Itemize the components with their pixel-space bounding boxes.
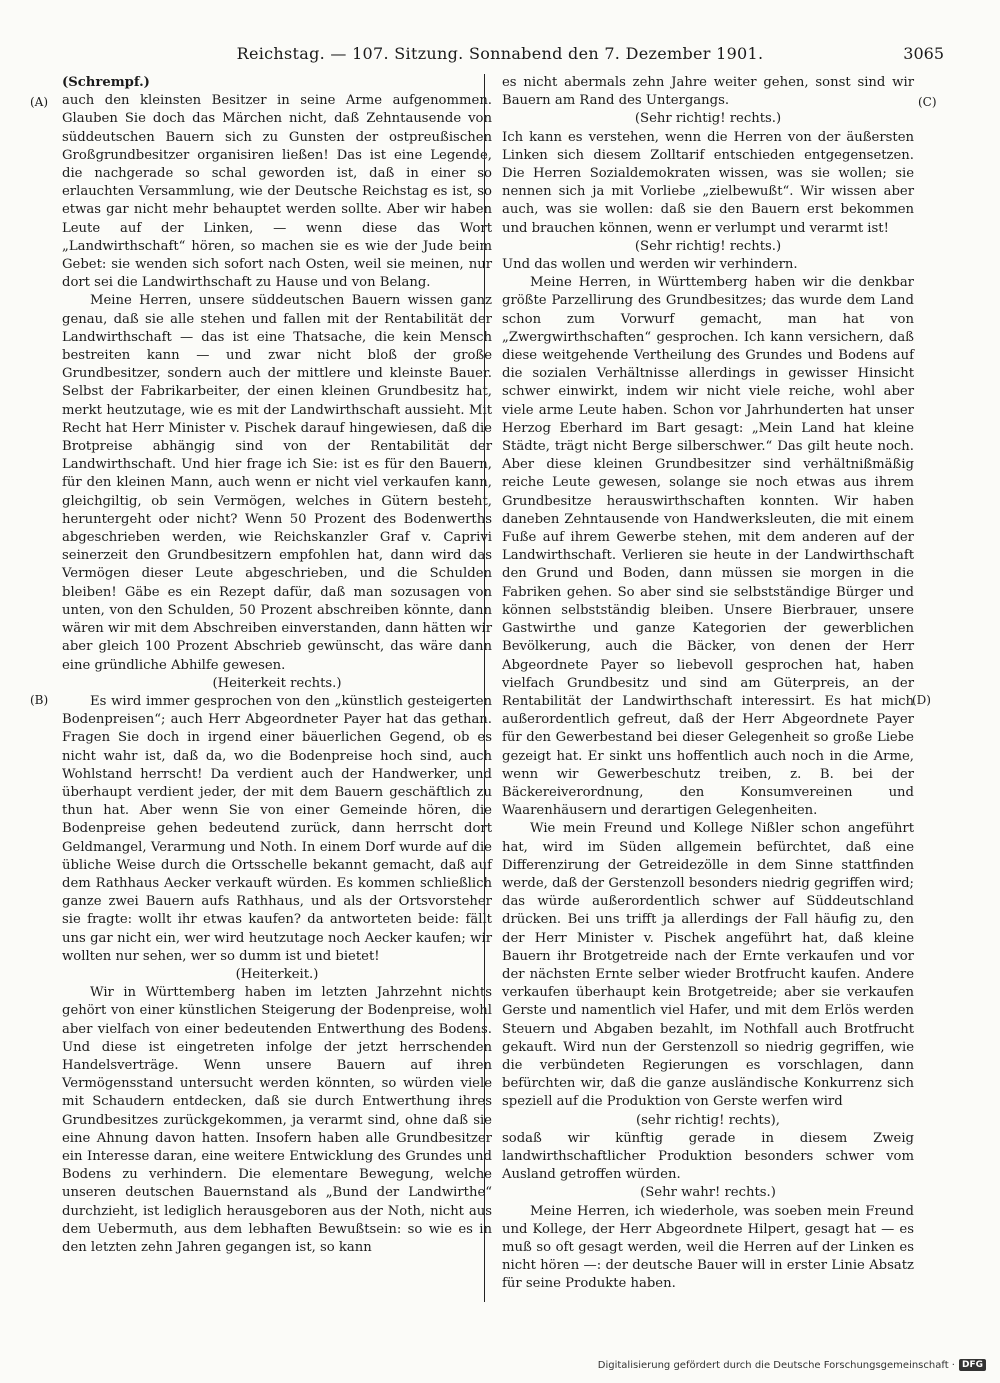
- interjection: (Sehr richtig! rechts.): [634, 111, 782, 127]
- column-divider: [484, 74, 485, 1302]
- paragraph: Wir in Württemberg haben im letzten Jahrzehnt nichts gehört von einer künstlichen Steigerung der Bodenpreise, wohl aber vielfach von einer bedeutenden Entwerthung des Bodens. Und diese ist eingetreten infolge der jetzt herrschenden Handelsverträge. Wenn unsere Bauern auf ihren Vermögensstand untersucht werden könnten, so würden viele mit Schaudern entdecken, daß sie durch Entwerthung ihres Grundbesitzes zurückgekommen, ja verarmt sind, ohne daß sie eine Ahnung davon hatten. Insofern haben alle Grundbesitzer ein Interesse daran, eine weitere Entwicklung des Grundes und Bodens zu verhindern. Die elementare Bewegung, welche unseren deutschen Bauernstand als „Bund der Landwirthe“ durchzieht, ist lediglich herausgeboren aus der Noth, nicht aus dem Uebermuth, aus dem lebhaften Bewußtsein: so wie es in den letzten zehn Jahren gegangen ist, so kann: [62, 985, 492, 1255]
- paragraph: sodaß wir künftig gerade in diesem Zweig landwirthschaftlicher Produktion besonders schwer vom Ausland getroffen würden.: [502, 1130, 914, 1183]
- interjection: (Sehr wahr! rechts.): [640, 1185, 776, 1201]
- paragraph: es nicht abermals zehn Jahre weiter gehen, sonst sind wir Bauern am Rand des Untergangs.: [502, 75, 914, 109]
- interjection: (sehr richtig! rechts),: [636, 1112, 780, 1128]
- interjection: (Heiterkeit rechts.): [212, 675, 342, 691]
- dfg-logo: DFG: [959, 1359, 986, 1371]
- page-header-title: Reichstag. — 107. Sitzung. Sonnabend den 7. Dezember 1901.: [236, 44, 764, 63]
- paragraph: Und das wollen und werden wir verhindern.: [502, 257, 798, 273]
- margin-marker-a: (A): [30, 95, 49, 109]
- paragraph: Wie mein Freund und Kollege Nißler schon angeführt hat, wird im Süden allgemein befürchtet, daß eine Differenzirung der Getreidezölle in dem Sinne stattfinden werde, daß der Gerstenzoll besonders niedrig gegriffen wird; das würde außerordentlich schwer auf Süddeutschland drücken. Bei uns trifft ja allerdings der Fall häufig zu, den der Herr Minister v. Pischek angeführt hat, daß kleine Bauern ihr Brotgetreide nach der Ernte verkaufen und vor der nächsten Ernte selber wieder Brotfrucht kaufen. Andere verkaufen überhaupt kein Brotgetreide; aber sie verkaufen Gerste und namentlich viel Hafer, und mit dem Erlös werden Steuern und Abgaben bezahlt, im Nothfall auch Brotfrucht gekauft. Wird nun der Gerstenzoll so niedrig gegriffen, wie die verbündeten Regierungen es vorschlagen, dann befürchten wir, daß die ganze ausländische Konkurrenz sich speziell auf die Produktion von Gerste werfen wird: [502, 821, 914, 1110]
- paragraph: Ich kann es verstehen, wenn die Herren von der äußersten Linken sich diesem Zolltarif entschieden entgegensetzen. Die Herren Sozialdemokraten wissen, was sie wollen; sie nennen sich ja mit Vorliebe „zielbewußt“. Wir wissen aber auch, was sie wollen: daß sie den Bauern erst bekommen und brauchen können, wenn er verlumpt und verarmt ist!: [502, 129, 914, 236]
- paragraph: Meine Herren, ich wiederhole, was soeben mein Freund und Kollege, der Herr Abgeordnete Hilpert, gesagt hat — es muß so oft gesagt werden, weil die Herren auf der Linken es nicht hören —: der deutsche Bauer will in erster Linie Absatz für seine Produkte haben.: [502, 1203, 914, 1292]
- right-column: [502, 74, 914, 1294]
- page-number: 3065: [903, 44, 944, 63]
- running-header: [60, 44, 944, 68]
- margin-marker-d: (D): [912, 693, 931, 707]
- digitization-credit: [598, 1359, 986, 1371]
- footer-text: Digitalisierung gefördert durch die Deutsche Forschungsgemeinschaft ·: [597, 1359, 955, 1371]
- paragraph: auch den kleinsten Besitzer in seine Arme aufgenommen. Glauben Sie doch das Märchen nicht, daß Zehntausende von süddeutschen Bauern sich zu Gunsten der ostpreußischen Großgrundbesitzer organisiren ließen! Das ist eine Legende, die nachgerade so schal geworden ist, daß in einer so erlauchten Versammlung, wie der Deutsche Reichstag es ist, so etwas gar nicht mehr behauptet werden sollte. Aber wir haben Leute auf der Linken, — wenn diese das Wort „Landwirthschaft“ hören, so machen sie es wie der Jude beim Gebet: sie wenden sich sofort nach Osten, weil sie meinen, nur dort sei die Landwirthschaft zu Hause und von Belang.: [62, 93, 492, 291]
- paragraph: Meine Herren, unsere süddeutschen Bauern wissen ganz genau, daß sie alle stehen und fallen mit der Rentabilität der Landwirthschaft — das ist eine Thatsache, die kein Mensch bestreiten kann — und zwar nicht bloß der große Grundbesitzer, sondern auch der mittlere und kleinste Bauer. Selbst der Fabrikarbeiter, der einen kleinen Grundbesitz hat, merkt heutzutage, wie es mit der Landwirthschaft aussieht. Mit Recht hat Herr Minister v. Pischek darauf hingewiesen, daß die Brotpreise abhängig sind von der Rentabilität der Landwirthschaft. Und hier frage ich Sie: ist es für den Bauern, für den kleinen Mann, auch wenn er nicht viel verkaufen kann, gleichgiltig, ob sein Vermögen, welches in Gütern besteht, heruntergeht oder nicht? Wenn 50 Prozent des Bodenwerths abgeschrieben werden, wie Reichskanzler Graf v. Caprivi seinerzeit den Grundbesitzern empfohlen hat, dann wird das Vermögen dieser Leute abgeschrieben, und die Schulden bleiben! Gäbe es ein Rezept dafür, daß man sozusagen von unten, von den Schulden, 50 Prozent abschreiben könnte, dann wären wir mit dem Abschreiben einverstanden, dann hätten wir aber gleich 100 Prozent Abschrieb gewünscht, das wäre dann eine gründliche Abhilfe gewesen.: [62, 293, 492, 673]
- paragraph: Es wird immer gesprochen von den „künstlich gesteigerten Bodenpreisen“; auch Herr Abgeordneter Payer hat das gethan. Fragen Sie doch in irgend einer bäuerlichen Gegend, ob es nicht wahr ist, daß da, wo die Bodenpreise hoch sind, auch Wohlstand herrscht! Da verdient auch der Handwerker, und überhaupt verdient jeder, der mit dem Bauern geschäftlich zu thun hat. Aber wenn Sie von einer Gemeinde hören, die Bodenpreise gehen bedeutend zurück, dann herrscht dort Geldmangel, Verarmung und Noth. In einem Dorf wurde auf die übliche Weise durch die Ortsschelle bekannt gemacht, daß auf dem Rathhaus Aecker verkauft würden. Es kommen schließlich ganze zwei Bauern aufs Rathhaus, und als der Ortsvorsteher sie fragte: wollt ihr etwas kaufen? da antworteten beide: fällt uns gar nicht ein, wer wird heutzutage noch Aecker kaufen; wir wollten nur sehen, wer so dumm ist und bietet!: [62, 693, 492, 964]
- paragraph: Meine Herren, in Württemberg haben wir die denkbar größte Parzellirung des Grundbesitzes; das wurde dem Land schon zum Vorwurf gemacht, man hat von „Zwergwirthschaften“ gesprochen. Ich kann versichern, daß diese weitgehende Vertheilung des Grundes und Bodens auf die sozialen Verhältnisse allerdings in gewisser Hinsicht schwer einwirkt, indem wir nicht viele reiche, wohl aber viele arme Leute haben. Schon vor Jahrhunderten hat unser Herzog Eberhard im Bart gesagt: „Mein Land hat kleine Städte, trägt nicht Berge silberschwer.“ Das gilt heute noch. Aber diese kleinen Grundbesitzer sind verhältnißmäßig reiche Leute gewesen, solange sie noch etwas aus ihrem Grundbesitze herauswirthschaften konnten. Wir haben daneben Zehntausende von Handwerksleuten, die mit einem Fuße auf ihrem Gewerbe stehen, mit dem anderen auf der Landwirthschaft. Verlieren sie heute in der Landwirthschaft den Grund und Boden, dann müssen sie morgen in die Fabriken gehen. So aber sind sie selbstständige Bürger und können selbstständig bleiben. Unsere Bierbrauer, unsere Gastwirthe und ganze Kategorien der gewerblichen Bevölkerung, auch die Bäcker, von denen der Herr Abgeordnete Payer so liebevoll gesprochen hat, haben vielfach Grundbesitz und sind am Güterpreis, an der Rentabilität der Landwirthschaft interessirt. Es hat mich außerordentlich gefreut, daß der Herr Abgeordnete Payer für den Gewerbestand bei dieser Gelegenheit so große Liebe gezeigt hat. Er sinkt uns hoffentlich auch noch in die Arme, wenn wir Gewerbeschutz treiben, z. B. bei der Bäckereiverordnung, den Konsumvereinen und Waarenhäusern und derartigen Gelegenheiten.: [502, 275, 914, 819]
- interjection: (Heiterkeit.): [235, 966, 319, 982]
- interjection: (Sehr richtig! rechts.): [634, 238, 782, 254]
- margin-marker-b: (B): [30, 693, 49, 707]
- speaker-label: (Schrempf.): [62, 75, 150, 90]
- left-column: [62, 74, 492, 1257]
- margin-marker-c: (C): [918, 95, 937, 109]
